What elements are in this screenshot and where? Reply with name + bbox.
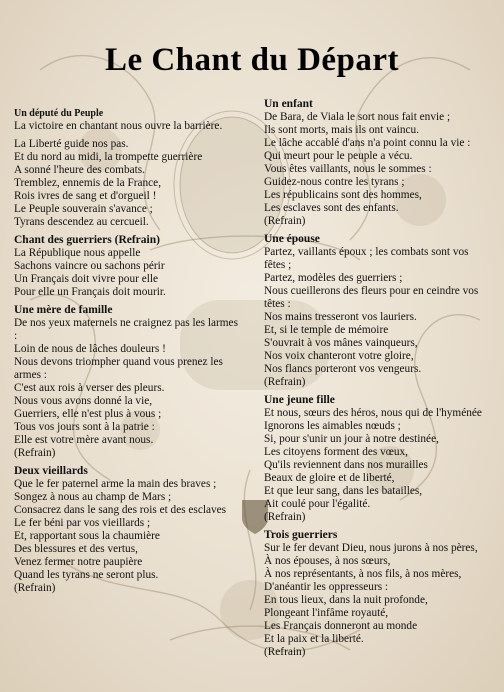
lyric-line: Plongeant l'infâme royauté, [264,607,389,619]
lyric-line: C'est aux rois à verser des pleurs. [14,382,165,394]
lyric-line: Le Peuple souverain s'avance ; [14,203,153,215]
lyric-line: Si, pour s'unir un jour à notre destinée, [264,433,439,445]
lyric-line: Ils sont morts, mais ils ont vaincu. [264,124,420,136]
lyric-line: D'anéantir les oppresseurs : [264,581,389,593]
lyric-line: Ignorons les aimables nœuds ; [264,420,401,432]
lyric-line: À nos épouses, à nos sœurs, [264,555,391,567]
lyric-line: Et du nord au midi, la trompette guerrière [14,151,203,163]
lyric-line: De Bara, de Viala le sort nous fait envie ; [264,111,451,123]
lyric-line: Quand les tyrans ne seront plus. [14,569,159,581]
stanza [264,232,500,389]
lyric-line: Rois ivres de sang et d'orgueil ! [14,190,157,202]
lyric-line: Guerriers, elle n'est plus à vous ; [14,408,162,420]
lyric-line: A sonné l'heure des combats. [14,164,145,176]
lyric-line: Consacrez dans le sang des rois et des esclaves [14,504,227,516]
lyric-line: Et, rapportant sous la chaumière [14,530,160,542]
lyric-line: Pour elle un Français doit mourir. [14,286,166,298]
lyric-line: (Refrain) [264,646,306,658]
lyric-line: Tremblez, ennemis de la France, [14,177,162,189]
lyric-line: (Refrain) [264,511,306,523]
lyric-line: : [14,330,18,342]
lyric-line: (Refrain) [14,447,56,459]
lyric-line: Nous cueillerons des fleurs pour en ceindre vos [264,285,479,297]
lyric-line: En tous lieux, dans la nuit profonde, [264,594,428,606]
page-title: Le Chant du Départ [104,42,400,78]
stanza-heading: Une mère de famille [14,304,113,316]
lyric-line: Les esclaves sont des enfants. [264,202,399,214]
stanza [264,97,500,228]
lyric-line: Partez, modèles des guerriers ; [264,272,403,284]
stanza [14,464,254,595]
lyric-line: Sur le fer devant Dieu, nous jurons à nos pères, [264,542,478,554]
stanza-heading: Un député du Peuple [14,108,104,119]
lyric-line: S'ouvrait à vos mânes vainqueurs, [264,337,418,349]
lyric-line: Nos flancs porteront vos vengeurs. [264,363,422,375]
lyric-line: Les républicains sont des hommes, [264,189,422,201]
lyric-line: Loin de nous de lâches douleurs ! [14,343,166,355]
lyric-line: (Refrain) [14,582,56,594]
lyric-line: têtes : [264,298,291,310]
lyric-line: Ait coulé pour l'égalité. [264,498,371,510]
lyric-line: (Refrain) [264,376,306,388]
stanza-heading: Chant des guerriers (Refrain) [14,234,160,246]
lyric-line: La République nous appelle [14,247,141,259]
lyric-line: Et que leur sang, dans les batailles, [264,485,423,497]
lyric-line: Les Français donneront au monde [264,620,418,632]
lyric-line: Sachons vaincre ou sachons périr [14,260,165,272]
lyric-line: Et nous, sœurs des héros, nous qui de l'hyménée [264,407,482,419]
stanza [14,108,254,229]
stanza-heading: Trois guerriers [264,529,338,541]
lyric-line: Nos voix chanteront votre gloire, [264,350,414,362]
lyric-line: Beaux de gloire et de liberté, [264,472,395,484]
lyric-line: Qui meurt pour le peuple a vécu. [264,150,413,162]
lyric-line: Un Français doit vivre pour elle [14,273,158,285]
lyric-line: Venez fermer notre paupière [14,556,143,568]
lyric-line: Nous devons triompher quand vous prenez les [14,356,223,368]
stanza [264,528,500,659]
stanza [14,303,254,460]
lyric-line: La victoire en chantant nous ouvre la barrière. [14,120,223,132]
lyric-line: (Refrain) [264,215,306,227]
lyric-line: Tyrans descendez au cercueil. [14,216,149,228]
stanza-heading: Un enfant [264,98,313,110]
stanza-heading: Une jeune fille [264,394,335,406]
lyric-line: Et, si le temple de mémoire [264,324,389,336]
lyric-line: Nos mains tresseront vos lauriers. [264,311,417,323]
stanza-heading: Deux vieillards [14,465,88,477]
lyric-line: Que le fer paternel arme la main des braves ; [14,478,217,490]
lyric-line: La Liberté guide nos pas. [14,138,129,150]
lyric-line: Tous vos jours sont à la patrie : [14,421,155,433]
stanza-heading: Une épouse [264,233,320,245]
lyric-line: Qu'ils reviennent dans nos murailles [264,459,428,471]
lyric-line: Songez à nous au champ de Mars ; [14,491,172,503]
lyric-line: Et la paix et la liberté. [264,633,364,645]
lyric-line: fêtes ; [264,259,292,271]
left-column [14,108,254,599]
lyric-line: À nos représentants, à nos fils, à nos mères, [264,568,462,580]
lyric-line: Nous vous avons donné la vie, [14,395,153,407]
lyric-line: De nos yeux maternels ne craignez pas les larmes [14,317,238,329]
lyric-line: armes : [14,369,47,381]
lyric-line: Le fer béni par vos vieillards ; [14,517,151,529]
stanza [264,393,500,524]
lyric-line: Vous êtes vaillants, nous le sommes : [264,163,432,175]
stanza [14,233,254,299]
lyric-line: Des blessures et des vertus, [14,543,138,555]
lyric-line: Guidez-nous contre les tyrans ; [264,176,405,188]
right-column [264,97,500,663]
lyric-line: Partez, vaillants époux ; les combats sont vos [264,246,469,258]
lyric-line: Le lâche accablé d'ans n'a point connu la vie : [264,137,471,149]
lyric-line: Les citoyens forment des vœux, [264,446,409,458]
lyric-line: Elle est votre mère avant nous. [14,434,154,446]
